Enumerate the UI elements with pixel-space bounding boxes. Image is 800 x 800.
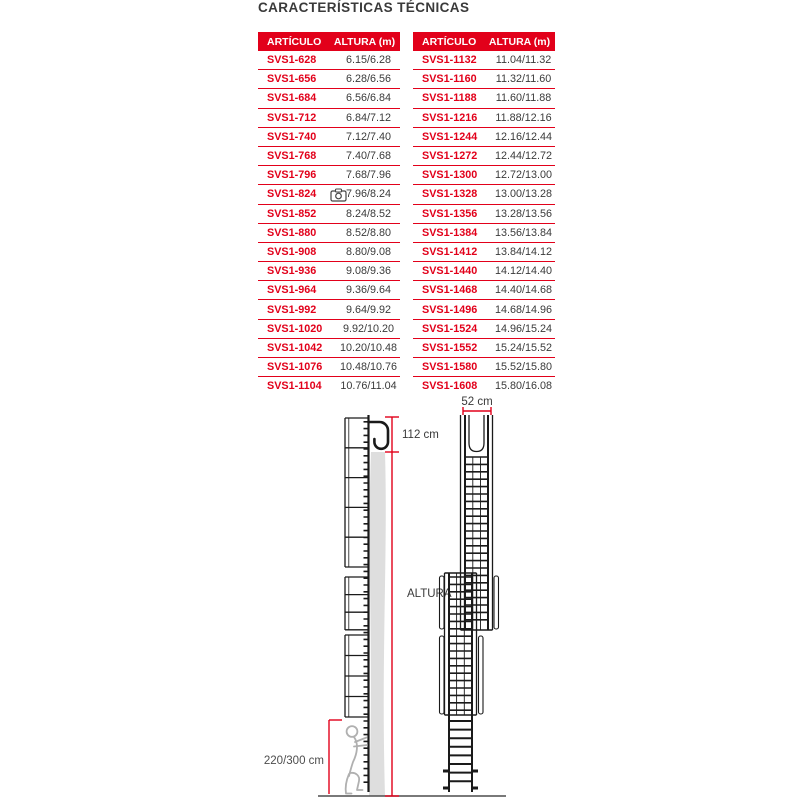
table-row bbox=[413, 224, 555, 243]
ladder-front-lower-module bbox=[440, 573, 484, 792]
articulo-cell: SVS1-1468 bbox=[422, 284, 478, 297]
altura-cell: 14.68/14.96 bbox=[494, 303, 553, 316]
altura-cell: 15.80/16.08 bbox=[494, 380, 553, 393]
table-row bbox=[258, 243, 400, 262]
altura-cell: 14.96/15.24 bbox=[494, 322, 553, 335]
table-row bbox=[413, 281, 555, 300]
articulo-cell: SVS1-1160 bbox=[422, 73, 477, 86]
table-row bbox=[258, 166, 400, 185]
column-header-altura: ALTURA (m) bbox=[488, 35, 551, 48]
column-header-articulo: ARTÍCULO bbox=[422, 35, 477, 48]
table-row bbox=[413, 339, 555, 358]
altura-cell: 9.64/9.92 bbox=[345, 303, 392, 316]
table-row bbox=[258, 70, 400, 89]
ladder-front-upper-module bbox=[461, 415, 499, 630]
table-row bbox=[258, 128, 400, 147]
articulo-cell: SVS1-1496 bbox=[422, 303, 478, 316]
altura-cell: 14.40/14.68 bbox=[494, 284, 553, 297]
table-body bbox=[258, 51, 400, 395]
altura-cell: 10.76/11.04 bbox=[340, 380, 397, 393]
table-row bbox=[258, 262, 400, 281]
articulo-cell: SVS1-1580 bbox=[422, 361, 478, 374]
table-header bbox=[413, 32, 555, 51]
articulo-cell: SVS1-1300 bbox=[422, 169, 478, 182]
table-row bbox=[413, 262, 555, 281]
articulo-cell: SVS1-1104 bbox=[267, 380, 322, 393]
articulo-cell: SVS1-1440 bbox=[422, 265, 478, 278]
table-row bbox=[258, 185, 400, 204]
table-row bbox=[258, 300, 400, 319]
spec-table-left bbox=[258, 32, 400, 395]
articulo-cell: SVS1-992 bbox=[267, 303, 317, 316]
altura-cell: 7.68/7.96 bbox=[345, 169, 392, 182]
altura-cell: 15.24/15.52 bbox=[494, 341, 553, 354]
table-row bbox=[413, 166, 555, 185]
mast-shape bbox=[369, 452, 386, 796]
articulo-cell: SVS1-908 bbox=[267, 245, 317, 258]
camera-icon[interactable] bbox=[330, 188, 348, 202]
altura-cell: 7.40/7.68 bbox=[345, 150, 392, 163]
table-row bbox=[258, 358, 400, 377]
articulo-cell: SVS1-824 bbox=[267, 188, 317, 201]
table-row bbox=[413, 320, 555, 339]
altura-cell: 15.52/15.80 bbox=[494, 361, 553, 374]
articulo-cell: SVS1-1042 bbox=[267, 341, 323, 354]
altura-cell: 9.08/9.36 bbox=[345, 265, 392, 278]
table-row bbox=[258, 205, 400, 224]
table-row bbox=[413, 51, 555, 70]
articulo-cell: SVS1-1076 bbox=[267, 361, 323, 374]
table-row bbox=[413, 377, 555, 395]
page-title: CARACTERÍSTICAS TÉCNICAS bbox=[258, 0, 470, 15]
altura-cell: 13.00/13.28 bbox=[494, 188, 553, 201]
articulo-cell: SVS1-1188 bbox=[422, 92, 477, 105]
altura-cell: 7.96/8.24 bbox=[345, 188, 392, 201]
table-row bbox=[258, 147, 400, 166]
articulo-cell: SVS1-684 bbox=[267, 92, 317, 105]
top-hook bbox=[369, 422, 389, 449]
articulo-cell: SVS1-1412 bbox=[422, 245, 478, 258]
altura-cell: 9.92/10.20 bbox=[342, 322, 395, 335]
table-row bbox=[413, 147, 555, 166]
dim-label-52cm: 52 cm bbox=[461, 396, 493, 408]
articulo-cell: SVS1-796 bbox=[267, 169, 317, 182]
altura-cell: 6.56/6.84 bbox=[345, 92, 392, 105]
ladder-technical-drawing bbox=[250, 395, 580, 800]
articulo-cell: SVS1-1552 bbox=[422, 341, 478, 354]
altura-cell: 6.28/6.56 bbox=[345, 73, 392, 86]
table-row bbox=[413, 300, 555, 319]
articulo-cell: SVS1-1216 bbox=[422, 111, 478, 124]
table-row bbox=[258, 51, 400, 70]
table-row bbox=[413, 185, 555, 204]
table-row bbox=[413, 89, 555, 108]
articulo-cell: SVS1-768 bbox=[267, 150, 317, 163]
articulo-cell: SVS1-1356 bbox=[422, 207, 478, 220]
articulo-cell: SVS1-1524 bbox=[422, 322, 478, 335]
table-row bbox=[258, 377, 400, 395]
table-row bbox=[413, 70, 555, 89]
altura-cell: 9.36/9.64 bbox=[345, 284, 392, 297]
width-dimension bbox=[463, 407, 491, 415]
articulo-cell: SVS1-880 bbox=[267, 226, 317, 239]
person-figure bbox=[346, 726, 367, 793]
articulo-cell: SVS1-936 bbox=[267, 265, 317, 278]
articulo-cell: SVS1-852 bbox=[267, 207, 317, 220]
table-row bbox=[258, 109, 400, 128]
dim-label-altura: ALTURA bbox=[407, 588, 452, 600]
table-row bbox=[258, 320, 400, 339]
articulo-cell: SVS1-1132 bbox=[422, 54, 477, 67]
altura-cell: 8.80/9.08 bbox=[345, 245, 392, 258]
altura-cell: 11.88/12.16 bbox=[495, 111, 552, 124]
altura-cell: 11.04/11.32 bbox=[495, 54, 552, 67]
table-row bbox=[413, 243, 555, 262]
altura-cell: 8.24/8.52 bbox=[345, 207, 392, 220]
table-row bbox=[258, 89, 400, 108]
articulo-cell: SVS1-1272 bbox=[422, 150, 478, 163]
articulo-cell: SVS1-656 bbox=[267, 73, 317, 86]
altura-cell: 11.60/11.88 bbox=[495, 92, 552, 105]
column-header-articulo: ARTÍCULO bbox=[267, 35, 322, 48]
altura-cell: 12.16/12.44 bbox=[494, 130, 553, 143]
articulo-cell: SVS1-712 bbox=[267, 111, 317, 124]
column-header-altura: ALTURA (m) bbox=[333, 35, 396, 48]
articulo-cell: SVS1-964 bbox=[267, 284, 317, 297]
altura-cell: 11.32/11.60 bbox=[495, 73, 552, 86]
altura-cell: 7.12/7.40 bbox=[345, 130, 392, 143]
altura-cell: 14.12/14.40 bbox=[494, 265, 553, 278]
altura-cell: 8.52/8.80 bbox=[345, 226, 392, 239]
altura-cell: 6.84/7.12 bbox=[345, 111, 392, 124]
altura-cell: 13.56/13.84 bbox=[494, 226, 553, 239]
altura-cell: 10.48/10.76 bbox=[339, 361, 398, 374]
altura-cell: 13.28/13.56 bbox=[494, 207, 553, 220]
table-row bbox=[413, 128, 555, 147]
altura-cell: 13.84/14.12 bbox=[494, 245, 553, 258]
table-row bbox=[258, 281, 400, 300]
articulo-cell: SVS1-1608 bbox=[422, 380, 478, 393]
table-row bbox=[413, 205, 555, 224]
table-body bbox=[413, 51, 555, 395]
articulo-cell: SVS1-740 bbox=[267, 130, 317, 143]
dim-label-112cm: 112 cm bbox=[402, 429, 439, 441]
spec-table-right bbox=[413, 32, 555, 395]
table-row bbox=[413, 109, 555, 128]
table-row bbox=[258, 224, 400, 243]
articulo-cell: SVS1-1328 bbox=[422, 188, 478, 201]
articulo-cell: SVS1-1020 bbox=[267, 322, 323, 335]
dim-label-220-300cm: 220/300 cm bbox=[263, 755, 324, 767]
altura-cell: 10.20/10.48 bbox=[339, 341, 398, 354]
table-row bbox=[258, 339, 400, 358]
articulo-cell: SVS1-1384 bbox=[422, 226, 478, 239]
articulo-cell: SVS1-1244 bbox=[422, 130, 478, 143]
table-header bbox=[258, 32, 400, 51]
altura-cell: 12.44/12.72 bbox=[494, 150, 553, 163]
altura-cell: 12.72/13.00 bbox=[494, 169, 553, 182]
articulo-cell: SVS1-628 bbox=[267, 54, 317, 67]
altura-cell: 6.15/6.28 bbox=[345, 54, 392, 67]
table-row bbox=[413, 358, 555, 377]
